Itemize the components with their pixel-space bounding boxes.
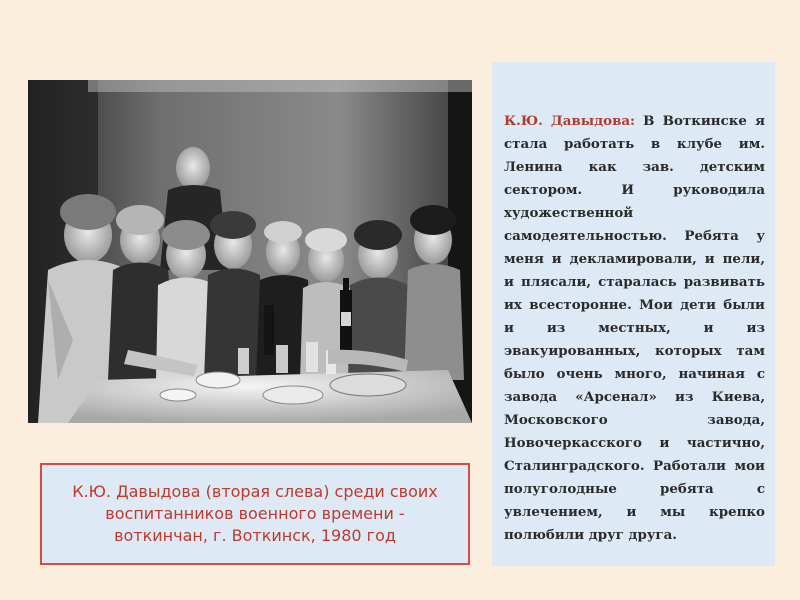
quote-speaker: К.Ю. Давыдова:: [504, 113, 635, 129]
photo-caption-box: [40, 463, 470, 565]
quote-text: [504, 110, 765, 547]
photo-caption: К.Ю. Давыдова (вторая слева) среди своих воспитанников военного времени - воткинчан, г. Воткинск, 1980 год: [72, 482, 438, 545]
group-photo: [28, 80, 472, 423]
quote-body: В Воткинске я стала работать в клубе им. Ленина как зав. детским сектором. И руководила художественной самодеятельностью. Ребята у меня и декламировали, и пели, и плясали, старалась развивать их всесторонне. Мои дети были и из местных, и из эвакуированных, которых там было очень много, начиная с завода «Арсенал» из Киева, Московского завода, Новочеркасского и частично, Сталинградского. Работали мои полуголодные ребята с увлечением, и мы крепко полюбили друг друга.: [504, 113, 765, 543]
quote-panel: [492, 62, 775, 566]
photo-image: [28, 80, 472, 423]
